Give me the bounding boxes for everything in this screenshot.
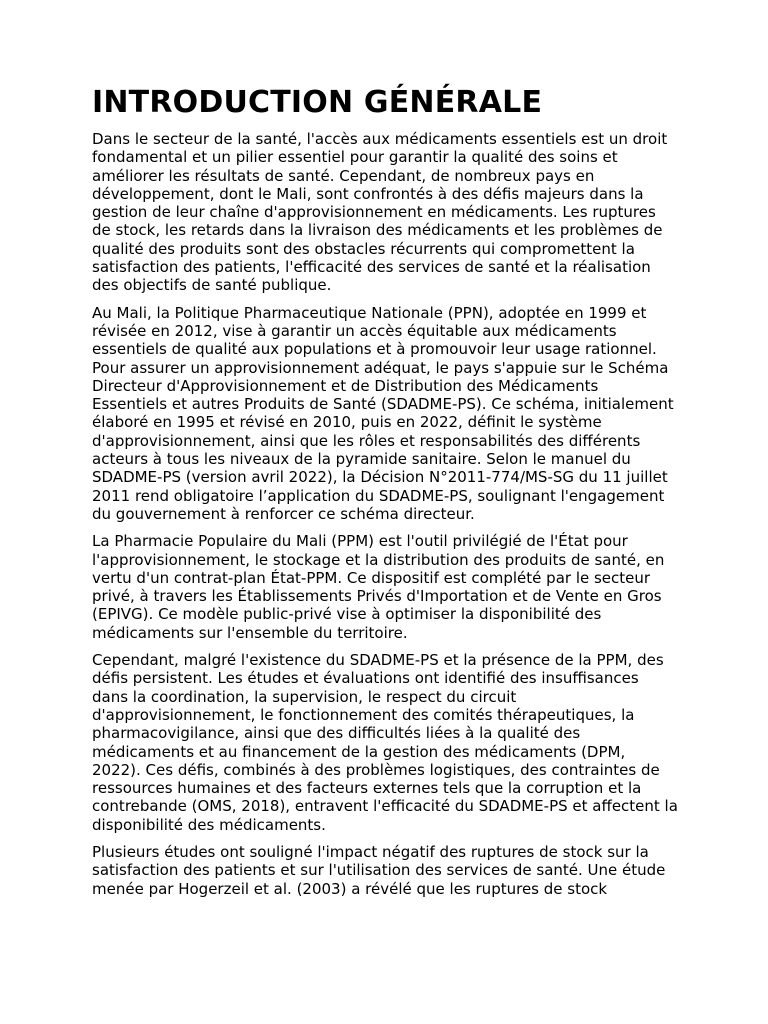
paragraph-3: La Pharmacie Populaire du Mali (PPM) est l'outil privilégié de l'État pour l'approvisionnement, le stockage et la distribution des produits de santé, en vertu d'un contrat-plan État-PPM. Ce dispositif est complété par le secteur privé, à travers les Établissements Privés d'Importation et de Vente en Gros (EPIVG). Ce modèle public-privé vise à optimiser la disponibilité des médicaments sur l'ensemble du territoire. [92,532,665,642]
paragraph-1: Dans le secteur de la santé, l'accès aux médicaments essentiels est un droit fondamental et un pilier essentiel pour garantir la qualité des soins et améliorer les résultats de santé. Cependant, de nombreux pays en développement, dont le Mali, sont confrontés à des défis majeurs dans la gestion de leur chaîne d'approvisionnement en médicaments. Les ruptures de stock, les retards dans la livraison des médicaments et les problèmes de qualité des produits sont des obstacles récurrents qui compromettent la satisfaction des patients, l'efficacité des services de santé et la réalisation des objectifs de santé publique. [92,130,668,295]
document-title: INTRODUCTION GÉNÉRALE [92,85,543,120]
paragraph-2: Au Mali, la Politique Pharmaceutique Nationale (PPN), adoptée en 1999 et révisée en 2012, vise à garantir un accès équitable aux médicaments essentiels de qualité aux populations et à promouvoir leur usage rationnel. Pour assurer un approvisionnement adéquat, le pays s'appuie sur le Schéma Directeur d'Approvisionnement et de Distribution des Médicaments Essentiels et autres Produits de Santé (SDADME-PS). Ce schéma, initialement élaboré en 1995 et révisé en 2010, puis en 2022, définit le système d'approvisionnement, ainsi que les rôles et responsabilités des différents acteurs à tous les niveaux de la pyramide sanitaire. Selon le manuel du SDADME-PS (version avril 2022), la Décision N°2011-774/MS-SG du 11 juillet 2011 rend obligatoire l’application du SDADME-PS, soulignant l'engagement du gouvernement à renforcer ce schéma directeur. [92,303,674,523]
paragraph-4: Cependant, malgré l'existence du SDADME-PS et la présence de la PPM, des défis persistent. Les études et évaluations ont identifié des insuffisances dans la coordination, la supervision, le respect du circuit d'approvisionnement, le fonctionnement des comités thérapeutiques, la pharmacovigilance, ainsi que des difficultés liées à la qualité des médicaments et au financement de la gestion des médicaments (DPM, 2022). Ces défis, combinés à des problèmes logistiques, des contraintes de ressources humaines et des facteurs externes tels que la corruption et la contrebande (OMS, 2018), entravent l'efficacité du SDADME-PS et affectent la disponibilité des médicaments. [92,651,678,834]
paragraph-5: Plusieurs études ont souligné l'impact négatif des ruptures de stock sur la satisfaction des patients et sur l'utilisation des services de santé. Une étude menée par Hogerzeil et al. (2003) a révélé que les ruptures de stock [92,842,666,898]
document-page [92,84,678,907]
